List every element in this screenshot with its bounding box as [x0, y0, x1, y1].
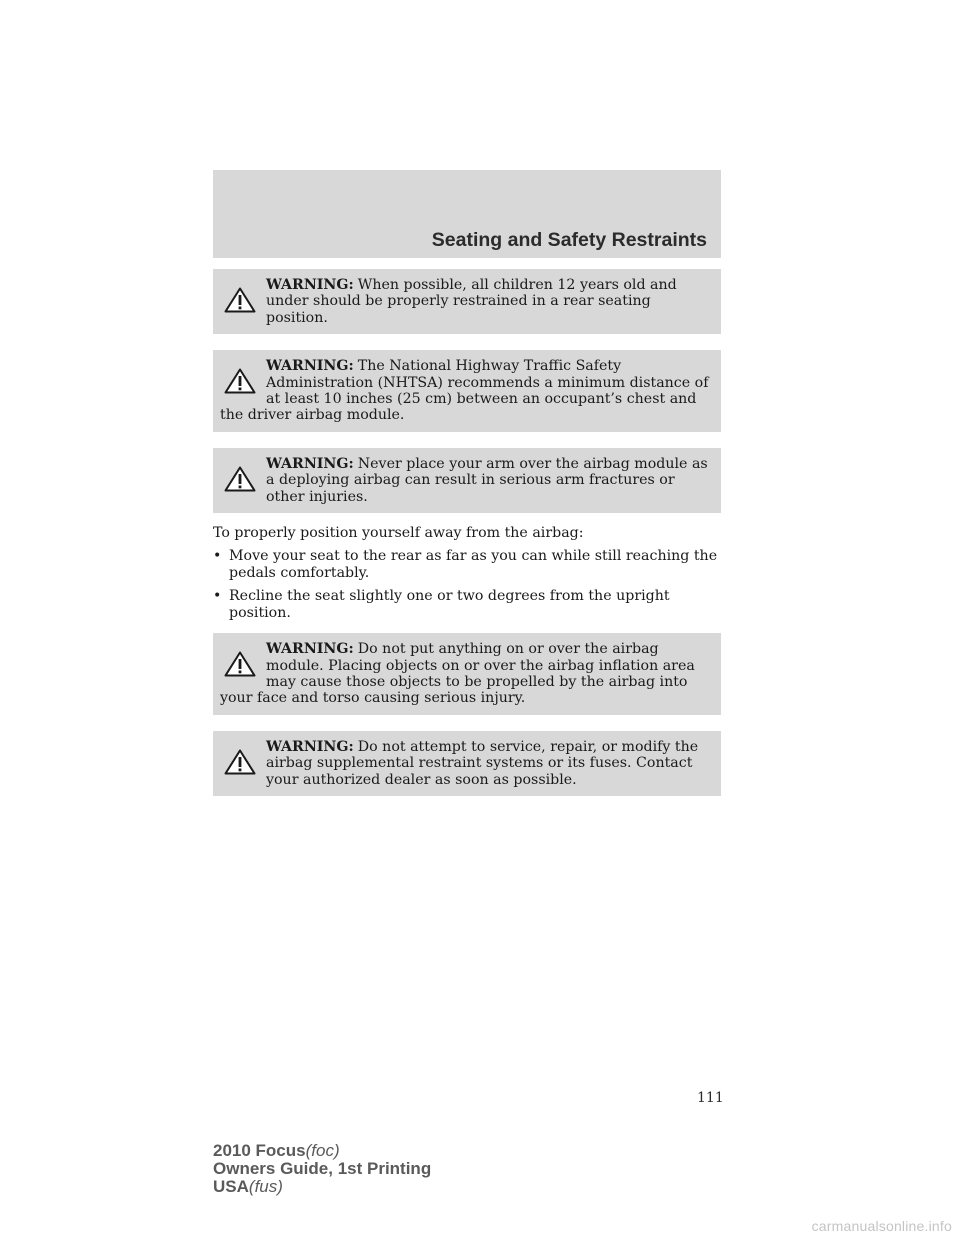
- list-item: [213, 588, 721, 621]
- warning-label: WARNING:: [266, 358, 354, 375]
- warning-triangle-icon: [224, 651, 256, 677]
- footer-line-model: [213, 1142, 431, 1160]
- watermark: carmanualsonline.info: [811, 1218, 952, 1234]
- warning-triangle-icon: [224, 749, 256, 775]
- warning-triangle-icon: [224, 287, 256, 313]
- section-title: Seating and Safety Restraints: [431, 229, 707, 251]
- warning-box-children: [213, 269, 721, 334]
- footer-market-code: (fus): [248, 1177, 283, 1196]
- warning-label: WARNING:: [266, 277, 354, 293]
- list-item: [213, 548, 721, 581]
- warning-label: WARNING:: [266, 738, 354, 755]
- section-header: [213, 170, 721, 258]
- warning-text: Do not attempt to service, repair, or modify the airbag supplemental restraint systems or its fuses. Contact your authorized dealer as soon as possible.: [266, 738, 699, 788]
- warning-text: Do not put anything on or over the airbag module. Placing objects on or over the airbag inflation area may cause those objects to be propelled by the airbag into your face and torso causing serious injury.: [220, 641, 695, 707]
- warning-box-arm-placement: [213, 448, 721, 513]
- warning-text: Never place your arm over the airbag module as a deploying airbag can result in serious arm fractures or other injuries.: [266, 455, 708, 505]
- warning-box-nhtsa-distance: [213, 350, 721, 432]
- footer-guide: Owners Guide, 1st Printing: [213, 1159, 432, 1178]
- warning-label: WARNING:: [266, 641, 354, 658]
- footer-line-guide: [213, 1160, 431, 1178]
- list-item-text: Recline the seat slightly one or two degrees from the upright position.: [229, 588, 670, 621]
- list-item-text: Move your seat to the rear as far as you can while still reaching the pedals comfortably.: [229, 548, 718, 581]
- bullet-symbol: •: [213, 588, 222, 605]
- warning-box-service-repair: [213, 731, 721, 796]
- footer-model: 2010 Focus: [213, 1141, 306, 1160]
- document-footer: [213, 1142, 431, 1196]
- intro-paragraph: To properly position yourself away from the airbag:: [213, 525, 584, 542]
- footer-line-market: [213, 1178, 431, 1196]
- footer-market: USA: [213, 1177, 249, 1196]
- warning-text: The National Highway Traffic Safety Administration (NHTSA) recommends a minimum distance of at least 10 inches (25 cm) between an occupant’s chest and the driver airbag module.: [220, 358, 709, 424]
- footer-model-code: (foc): [305, 1141, 340, 1160]
- warning-triangle-icon: [224, 368, 256, 394]
- warning-label: WARNING:: [266, 455, 354, 472]
- warning-box-objects-on-airbag: [213, 633, 721, 715]
- warning-triangle-icon: [224, 466, 256, 492]
- page-number: 111: [697, 1090, 724, 1106]
- warning-text: When possible, all children 12 years old and under should be properly restrained in a rear seating position.: [266, 277, 677, 326]
- bullet-symbol: •: [213, 548, 222, 565]
- page-content: [213, 269, 721, 812]
